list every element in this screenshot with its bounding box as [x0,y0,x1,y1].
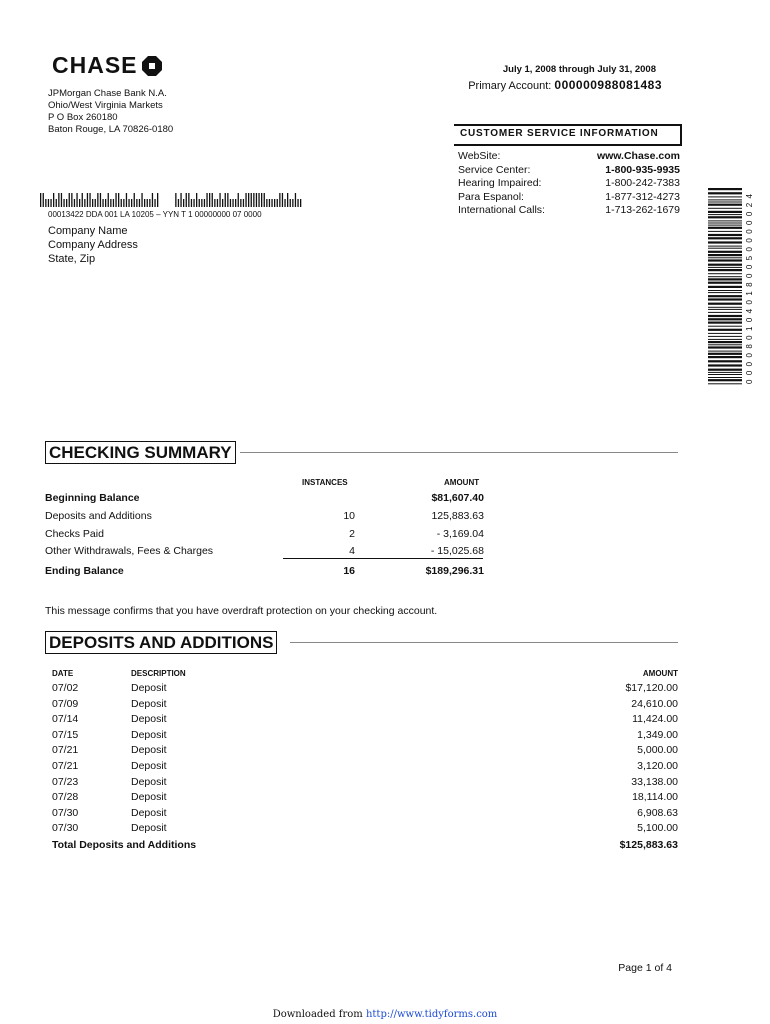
col-instances-header: INSTANCES [302,478,348,487]
summary-total-rule [283,558,483,559]
deposit-date: 07/21 [52,760,79,772]
cs-value: 1-800-935-9935 [605,163,680,176]
deposit-date: 07/30 [52,807,79,819]
bank-address-line: Ohio/West Virginia Markets [48,100,163,111]
deposit-description: Deposit [131,776,167,788]
chase-logo [52,52,162,79]
summary-amount: 125,883.63 [431,510,484,522]
summary-amount: $189,296.31 [425,565,484,577]
cs-row-hearing-impaired [458,177,680,191]
deposit-amount: $17,120.00 [625,682,678,694]
deposit-date: 07/14 [52,713,79,725]
summary-label: Ending Balance [45,565,124,577]
cs-value: 1-800-242-7383 [605,177,680,189]
recipient-address [48,224,138,266]
section-divider [240,452,678,453]
deposit-amount: 24,610.00 [631,698,678,710]
deposit-description: Deposit [131,682,167,694]
primary-account-number: 000000988081483 [554,78,662,92]
chase-octagon-icon [142,56,162,76]
deposit-description: Deposit [131,698,167,710]
deposit-amount: 18,114.00 [632,791,678,803]
statement-period: July 1, 2008 through July 31, 2008 [502,64,656,75]
summary-label: Deposits and Additions [45,510,152,522]
cs-label: WebSite: [458,150,501,162]
deposit-description: Deposit [131,822,167,834]
vertical-barcode-digits: 0 0 0 0 8 0 1 0 4 0 1 8 0 0 5 0 0 0 0 0 2 4 [745,194,754,384]
footer-link[interactable]: http://www.tidyforms.com [365,1009,498,1020]
recipient-line: State, Zip [48,253,96,265]
logo-text: CHASE [52,52,138,78]
recipient-line: Company Name [48,225,128,237]
cs-label: Hearing Impaired: [458,177,542,189]
deposit-amount: 3,120.00 [637,760,678,772]
summary-amount: - 15,025.68 [430,545,484,557]
summary-amount: $81,607.40 [431,492,484,504]
bank-address-line: Baton Rouge, LA 70826-0180 [48,124,174,135]
bank-address-line: P O Box 260180 [48,112,118,123]
summary-instances: 4 [349,545,355,557]
deposits-total-label: Total Deposits and Additions [52,839,197,851]
cs-row-international [458,204,680,218]
deposit-amount: 6,908.63 [637,807,678,819]
deposit-description: Deposit [131,760,167,772]
cs-row-website [458,150,680,164]
page-number: Page 1 of 4 [618,962,672,974]
deposit-date: 07/02 [52,682,79,694]
summary-label: Checks Paid [45,528,104,540]
deposit-description: Deposit [131,807,167,819]
customer-service-title: CUSTOMER SERVICE INFORMATION [460,128,659,139]
col-date-header: DATE [52,669,74,678]
cs-label: International Calls: [458,204,545,216]
cs-value: 1-713-262-1679 [605,204,680,216]
summary-instances: 10 [343,510,355,522]
cs-value[interactable]: www.Chase.com [596,150,680,162]
postal-barcode-icon [40,193,302,207]
summary-amount: - 3,169.04 [436,528,484,540]
cs-row-service-center [458,164,680,178]
deposit-amount: 33,138.00 [631,776,678,788]
deposit-date: 07/28 [52,791,79,803]
col-amount-header: AMOUNT [642,669,678,678]
deposit-description: Deposit [131,729,167,741]
recipient-line: Company Address [48,239,138,251]
cs-label: Service Center: [458,163,531,176]
deposit-amount: 5,100.00 [637,822,678,834]
mailing-code-line: 00013422 DDA 001 LA 10205 – YYN T 1 00000000 07 0000 [48,210,262,219]
col-amount-header: AMOUNT [444,478,480,487]
cs-row-para-espanol [458,191,680,205]
deposit-description: Deposit [131,713,167,725]
deposit-amount: 1,349.00 [637,729,678,741]
deposit-date: 07/30 [52,822,79,834]
deposits-total-amount: $125,883.63 [619,839,678,851]
customer-service-table [458,150,680,218]
summary-label: Beginning Balance [45,492,140,504]
deposit-description: Deposit [131,744,167,756]
summary-instances: 16 [343,565,355,577]
footer-prefix: Downloaded from [272,1009,366,1020]
vertical-barcode-icon [706,188,756,388]
deposit-amount: 11,424.00 [632,713,678,725]
cs-label: Para Espanol: [458,190,524,203]
deposit-date: 07/23 [52,776,79,788]
download-footer [0,1009,770,1020]
col-description-header: DESCRIPTION [131,669,186,678]
deposit-date: 07/09 [52,698,79,710]
bank-address-line: JPMorgan Chase Bank N.A. [48,88,167,99]
deposits-title: DEPOSITS AND ADDITIONS [45,631,277,654]
summary-label: Other Withdrawals, Fees & Charges [45,545,214,557]
checking-summary-title: CHECKING SUMMARY [45,441,236,464]
bank-address [48,88,173,136]
section-divider [290,642,678,643]
primary-account [468,78,662,92]
deposit-date: 07/15 [52,729,79,741]
primary-account-label: Primary Account: [468,80,552,92]
deposit-date: 07/21 [52,744,79,756]
cs-value: 1-877-312-4273 [605,190,680,203]
overdraft-message: This message confirms that you have overdraft protection on your checking account. [45,605,438,617]
deposit-amount: 5,000.00 [637,744,678,756]
deposit-description: Deposit [131,791,167,803]
summary-instances: 2 [349,528,355,540]
